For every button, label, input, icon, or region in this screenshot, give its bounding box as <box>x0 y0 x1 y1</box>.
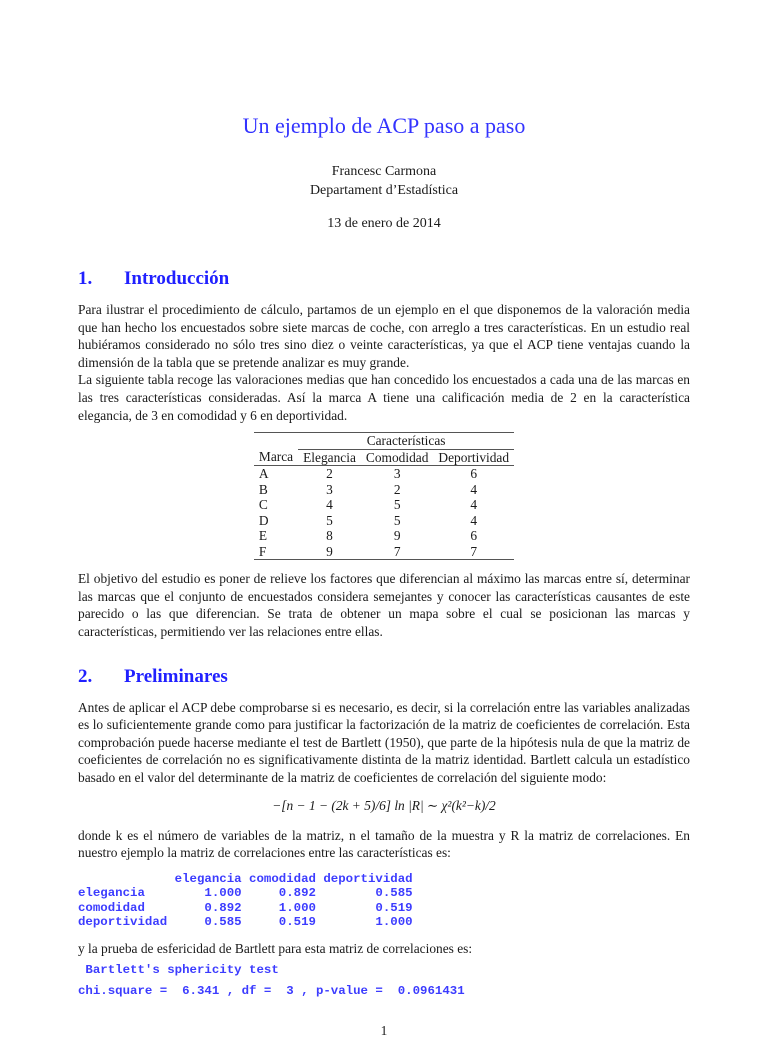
document-page <box>78 0 690 1059</box>
page-number: 1 <box>380 1023 388 1039</box>
document-title: Un ejemplo de ACP paso a paso <box>242 113 526 138</box>
bartlett-test-result: chi.square = 6.341 , df = 3 , p-value = 0.0961431 <box>78 983 465 998</box>
table-cell: 5 <box>326 512 333 528</box>
bartlett-formula: −[n − 1 − (2k + 5)/6] ln |R| ∼ χ²(k²−k)/2 <box>272 797 496 813</box>
table-cell: 9 <box>393 528 401 544</box>
table-header: Marca <box>258 449 294 465</box>
ratings-table <box>254 432 514 560</box>
table-cell: 7 <box>393 543 401 559</box>
author-name: Francesc Carmona <box>331 164 437 179</box>
table-cell: 4 <box>470 481 478 497</box>
ratings-table-wrapper <box>78 432 690 560</box>
table-row <box>254 544 514 560</box>
table-cell: 2 <box>393 481 401 497</box>
table-row <box>254 482 514 498</box>
table-cell: 8 <box>326 528 333 544</box>
section-heading-preliminares <box>78 665 690 689</box>
table-cell: 3 <box>393 466 401 482</box>
table-cell: 4 <box>470 497 478 513</box>
section-spacer <box>78 641 690 665</box>
table-cell: 2 <box>326 466 333 482</box>
paragraph: La siguiente tabla recoge las valoraciones medias que han concedido los encuestados a cada una de las marcas en las tres características consideradas. Así la marca A tiene una calificación media de 2 en la característica elegancia, de 3 en comodidad y 6 en deportividad. <box>78 372 690 423</box>
table-row <box>254 513 514 529</box>
paragraph: Para ilustrar el procedimiento de cálculo, partamos de un ejemplo en el que disponemos de la valoración media que han hecho los encuestados sobre siete marcas de coche, con arreglo a tres características. En un estudio real hubiéramos considerado no sólo tres sino diez o veinte características, ya que el ACP tiene ventajas cuando la dimensión de la tabla que se pretende analizar es muy grande. <box>78 302 690 370</box>
table-header: Deportividad <box>433 449 514 466</box>
paragraph: El objetivo del estudio es poner de relieve los factores que diferencian al máximo las marcas entre sí, determinar las marcas que el conjunto de encuestados considera semejantes y conocer las características causantes de este parecido o las que diferencian. Se trata de obtener un mapa sobre el cual se posicionan las marcas y características, permitiendo ver las relaciones entre ellas. <box>78 571 690 639</box>
table-cell: A <box>258 466 269 482</box>
document-date: 13 de enero de 2014 <box>327 216 441 231</box>
table-cell: 5 <box>393 512 401 528</box>
section-number: 2. <box>78 665 93 687</box>
table-cell: C <box>258 497 268 513</box>
table-cell: 7 <box>470 543 478 559</box>
table-row <box>254 528 514 544</box>
table-header: Elegancia <box>298 449 361 466</box>
section-heading-introduccion <box>78 267 690 291</box>
table-cell: 5 <box>393 497 401 513</box>
bartlett-test-title: Bartlett's sphericity test <box>78 963 279 978</box>
section-title: Introducción <box>124 268 230 289</box>
table-header-empty <box>254 433 298 450</box>
table-cell: B <box>258 481 268 497</box>
table-cell: E <box>258 528 268 544</box>
section-title: Preliminares <box>124 665 228 687</box>
table-cell: D <box>258 512 269 528</box>
table-header: Comodidad <box>361 449 434 466</box>
table-cell: F <box>258 543 267 559</box>
table-cell: 6 <box>470 528 478 544</box>
table-row <box>254 466 514 482</box>
paragraph: donde k es el número de variables de la matriz, n el tamaño de la muestra y R la matriz de correlaciones. En nuestro ejemplo la matriz de correlaciones entre las características es: <box>78 827 690 861</box>
table-group-header: Características <box>366 433 446 449</box>
correlation-matrix-output: elegancia comodidad deportividad elegancia 1.000 0.892 0.585 comodidad 0.892 1.000 0.519 deportividad 0.585 0.519 1.000 <box>78 871 413 930</box>
paragraph: Antes de aplicar el ACP debe comprobarse si es necesario, es decir, si la correlación entre las variables analizadas es lo suficientemente grande como para justificar la factorización de la matriz de coeficientes de correlación. Esta comprobación puede hacerse mediante el test de Bartlett (1950), que parte de la hipótesis nula de que la matriz de coeficientes de correlación no es significativamente distinta de la matriz identidad. Bartlett calcula un estadístico basado en el valor del determinante de la matriz de coeficientes de correlación del siguiente modo: <box>78 699 690 785</box>
author-block <box>78 162 690 200</box>
table-cell: 4 <box>326 497 333 513</box>
table-cell: 6 <box>470 466 478 482</box>
section-number: 1. <box>78 268 93 289</box>
author-department: Departament d’Estadística <box>309 183 459 198</box>
table-cell: 4 <box>470 512 478 528</box>
table-cell: 3 <box>326 481 333 497</box>
table-cell: 9 <box>326 543 333 559</box>
paragraph: y la prueba de esfericidad de Bartlett para esta matriz de correlaciones es: <box>78 940 473 956</box>
table-row <box>254 497 514 513</box>
